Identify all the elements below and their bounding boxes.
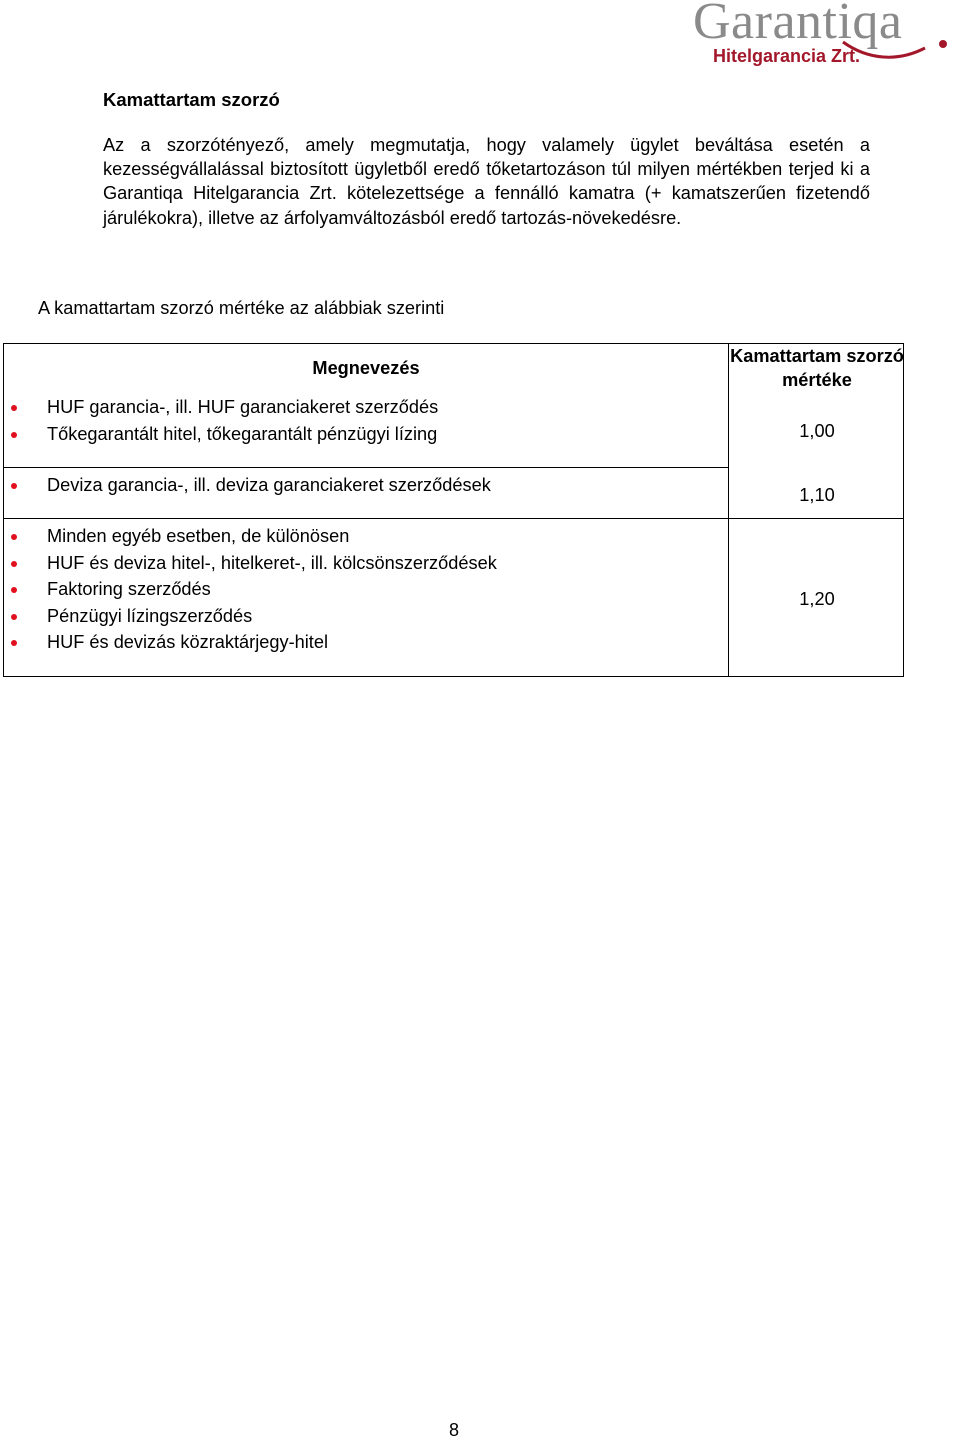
list-item: Tőkegarantált hitel, tőkegarantált pénzügyi lízing bbox=[4, 421, 438, 448]
row-divider bbox=[4, 518, 904, 519]
list-item: HUF garancia-, ill. HUF garanciakeret szerződés bbox=[4, 394, 438, 421]
row-3-items bbox=[4, 523, 497, 656]
row-2-value: 1,10 bbox=[799, 485, 835, 505]
bullet-icon bbox=[11, 640, 17, 646]
row-divider bbox=[4, 467, 728, 468]
header-value: Kamattartam szorzó mértéke bbox=[730, 346, 904, 390]
row-2-items bbox=[4, 472, 491, 499]
bullet-icon bbox=[11, 534, 17, 540]
row-3-value: 1,20 bbox=[799, 589, 835, 609]
list-item: Minden egyéb esetben, de különösen bbox=[4, 523, 497, 550]
bullet-icon bbox=[11, 587, 17, 593]
list-item: Deviza garancia-, ill. deviza garanciakeret szerződések bbox=[4, 472, 491, 499]
logo-subtitle: Hitelgarancia Zrt. bbox=[713, 46, 861, 66]
intro-paragraph: Az a szorzótényező, amely megmutatja, hogy valamely ügylet beváltása esetén a kezességvállalással biztosított ügyletből eredő tőketartozáson túl milyen mértékben terjed ki a Garantiqa Hitelgarancia Zrt. kötelezettsége a fennálló kamatra (+ kamatszerűen fizetendő járulékokra), illetve az árfolyamváltozásból eredő tartozás-növekedésre. bbox=[103, 135, 870, 228]
page-number: 8 bbox=[448, 1420, 459, 1440]
column-divider bbox=[728, 344, 729, 676]
company-logo bbox=[693, 0, 958, 80]
bullet-icon bbox=[11, 483, 17, 489]
list-item: HUF és devizás közraktárjegy-hitel bbox=[4, 629, 497, 656]
multiplier-table bbox=[3, 343, 904, 677]
table-intro: A kamattartam szorzó mértéke az alábbiak szerinti bbox=[38, 298, 445, 318]
bullet-icon bbox=[11, 614, 17, 620]
list-item: Pénzügyi lízingszerződés bbox=[4, 603, 497, 630]
bullet-icon bbox=[11, 432, 17, 438]
bullet-icon bbox=[11, 405, 17, 411]
row-1-value: 1,00 bbox=[799, 421, 835, 441]
header-name: Megnevezés bbox=[312, 358, 420, 378]
logo-swoosh-icon bbox=[693, 0, 958, 80]
logo-wordmark: Garantiqa bbox=[693, 0, 903, 50]
row-1-items bbox=[4, 394, 438, 447]
list-item: HUF és deviza hitel-, hitelkeret-, ill. kölcsönszerződések bbox=[4, 550, 497, 577]
bullet-icon bbox=[11, 561, 17, 567]
list-item: Faktoring szerződés bbox=[4, 576, 497, 603]
section-heading: Kamattartam szorzó bbox=[103, 89, 280, 110]
